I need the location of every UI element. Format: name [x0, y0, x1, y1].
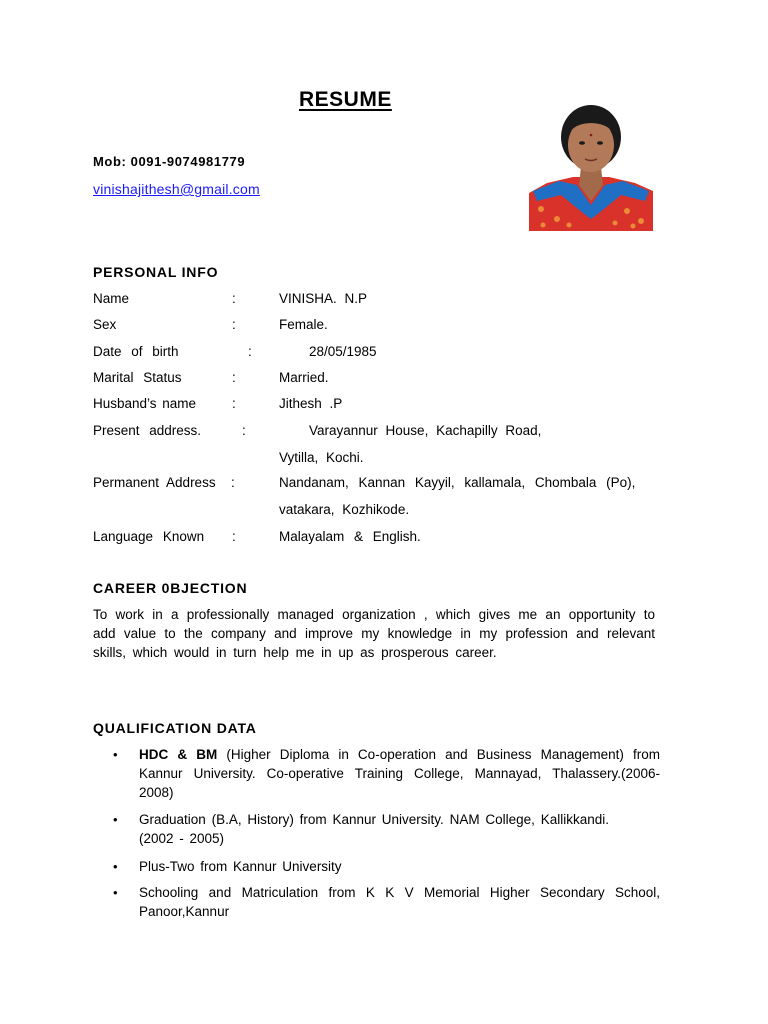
info-value: Female.	[279, 317, 328, 332]
info-separator: :	[232, 529, 236, 544]
profile-photo	[529, 101, 653, 231]
info-separator: :	[232, 291, 236, 306]
qualification-detail: (Higher Diploma in Co-operation and Business Management) from Kannur University. Co-operative Training College, Mannayad, Thalassery.(2006-2008)	[139, 747, 661, 800]
bullet-icon: •	[113, 812, 118, 827]
info-value: Varayannur House, Kachapilly Road,	[309, 423, 542, 438]
info-row-name	[93, 291, 693, 309]
info-row-husband	[93, 396, 693, 414]
resume-title: RESUME	[299, 88, 392, 111]
info-value: Malayalam & English.	[279, 529, 421, 544]
qualification-text	[139, 857, 660, 876]
info-row-sex	[93, 317, 693, 335]
info-separator: :	[248, 344, 252, 359]
info-label: Name	[93, 291, 130, 306]
info-separator: :	[232, 317, 236, 332]
info-value: VINISHA. N.P	[279, 291, 368, 306]
qualification-text	[139, 883, 660, 921]
info-value: Married.	[279, 370, 329, 385]
qualification-bold: HDC & BM	[139, 747, 218, 762]
info-label: Present address.	[93, 423, 202, 438]
bullet-icon: •	[113, 859, 118, 874]
info-label: Sex	[93, 317, 117, 332]
present-address-line2: Vytilla, Kochi.	[279, 450, 364, 465]
career-objective-text: To work in a professionally managed organization , which gives me an opportunity to add value to the company and improve my knowledge in my profession and relevant skills, which would in turn help me in up as prosperous career.	[93, 607, 655, 660]
qualification-text	[139, 810, 609, 848]
info-row-permanent-address	[93, 475, 693, 493]
info-separator: :	[232, 370, 236, 385]
qualification-detail: Plus-Two from Kannur University	[139, 859, 342, 874]
info-separator: :	[231, 475, 235, 490]
info-separator: :	[232, 396, 236, 411]
info-row-dob	[93, 344, 693, 362]
qualification-heading: QUALIFICATION DATA	[93, 720, 257, 736]
career-objective-heading: CAREER 0BJECTION	[93, 580, 248, 596]
mobile-number: Mob: 0091-9074981779	[93, 154, 246, 169]
info-separator: :	[242, 423, 246, 438]
qualification-detail: Schooling and Matriculation from K K V Memorial Higher Secondary School, Panoor,Kannur	[139, 885, 660, 919]
info-row-present-address	[93, 423, 693, 441]
qualification-detail: Graduation (B.A, History) from Kannur University. NAM College, Kallikkandi.(2002 - 2005)	[139, 812, 609, 846]
info-label: Husband’s name	[93, 396, 197, 411]
personal-info-heading: PERSONAL INFO	[93, 264, 219, 280]
qualification-text	[139, 745, 660, 802]
info-value: Nandanam, Kannan Kayyil, kallamala, Chombala (Po),	[279, 475, 636, 490]
profile-photo-image	[529, 101, 653, 231]
bullet-icon: •	[113, 747, 118, 762]
email-link[interactable]: vinishajithesh@gmail.com	[93, 181, 260, 197]
info-label: Marital Status	[93, 370, 182, 385]
info-row-marital-status	[93, 370, 693, 388]
info-value: 28/05/1985	[309, 344, 377, 359]
info-label: Language Known	[93, 529, 205, 544]
info-label: Date of birth	[93, 344, 179, 359]
info-row-language	[93, 529, 693, 547]
info-value: Jithesh .P	[279, 396, 343, 411]
bullet-icon: •	[113, 885, 118, 900]
permanent-address-line2: vatakara, Kozhikode.	[279, 502, 410, 517]
info-label: Permanent Address	[93, 475, 216, 490]
